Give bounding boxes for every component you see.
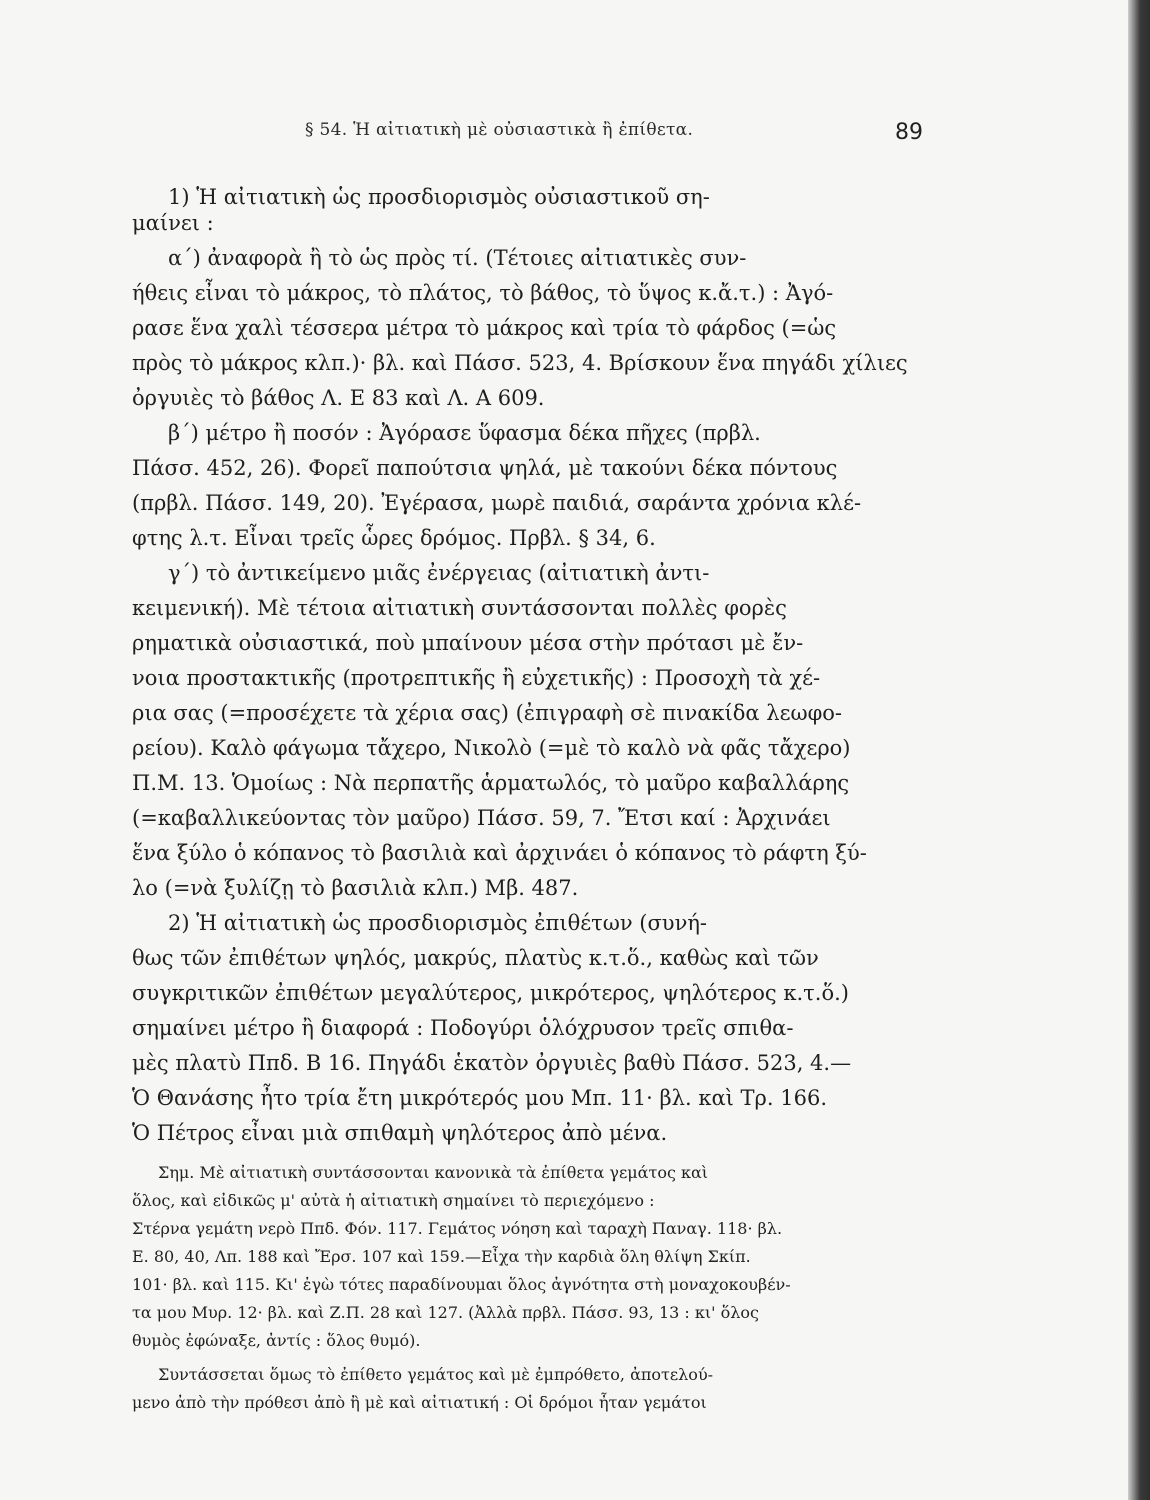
body-line: Π.Μ. 13. Ὁμοίως : Νὰ περπατῆς ἁρματωλός, τὸ μαῦρο καβαλλάρης xyxy=(132,771,850,795)
body-line: ρηματικὰ οὐσιαστικά, ποὺ μπαίνουν μέσα στὴν πρότασι μὲ ἔν- xyxy=(132,631,804,655)
note-line: τα μου Μυρ. 12· βλ. καὶ Ζ.Π. 28 καὶ 127. (Ἀλλὰ πρβλ. Πάσσ. 93, 13 : κι' ὅλος xyxy=(132,1303,759,1322)
body-line: συγκριτικῶν ἐπιθέτων μεγαλύτερος, μικρότερος, ψηλότερος κ.τ.ὅ.) xyxy=(132,981,849,1005)
body-line: θως τῶν ἐπιθέτων ψηλός, μακρύς, πλατὺς κ.τ.ὅ., καθὼς καὶ τῶν xyxy=(132,946,819,970)
body-line: ήθεις εἶναι τὸ μάκρος, τὸ πλάτος, τὸ βάθος, τὸ ὕψος κ.ἄ.τ.) : Ἀγό- xyxy=(132,281,834,305)
body-line: α΄) ἀναφορὰ ἢ τὸ ὡς πρὸς τί. (Τέτοιες αἰτιατικὲς συν- xyxy=(168,246,747,270)
body-line: φτης λ.τ. Εἶναι τρεῖς ὧρες δρόμος. Πρβλ. § 34, 6. xyxy=(132,526,656,550)
body-line: νοια προστακτικῆς (προτρεπτικῆς ἢ εὐχετικῆς) : Προσοχὴ τὰ χέ- xyxy=(132,666,821,690)
body-line: Ὁ Πέτρος εἶναι μιὰ σπιθαμὴ ψηλότερος ἀπὸ μένα. xyxy=(132,1121,668,1145)
body-line: γ΄) τὸ ἀντικείμενο μιᾶς ἐνέργειας (αἰτιατικὴ ἀντι- xyxy=(168,561,710,585)
body-line: λο (=νὰ ξυλίζῃ τὸ βασιλιὰ κλπ.) Μβ. 487. xyxy=(132,876,579,900)
body-line: Πάσσ. 452, 26). Φορεῖ παπούτσια ψηλά, μὲ τακούνι δέκα πόντους xyxy=(132,456,838,480)
scanner-background-edge xyxy=(1128,0,1150,1500)
body-line: μαίνει : xyxy=(132,211,214,235)
body-line: ρια σας (=προσέχετε τὰ χέρια σας) (ἐπιγραφὴ σὲ πινακίδα λεωφο- xyxy=(132,701,843,725)
body-line: 2) Ἡ αἰτιατικὴ ὡς προσδιορισμὸς ἐπιθέτων (συνή- xyxy=(168,911,708,935)
body-line: ρασε ἕνα χαλὶ τέσσερα μέτρα τὸ μάκρος καὶ τρία τὸ φάρδος (=ὡς xyxy=(132,316,837,340)
note-line: μενο ἀπὸ τὴν πρόθεσι ἀπὸ ἢ μὲ καὶ αἰτιατική : Οἱ δρόμοι ἦταν γεμάτοι xyxy=(132,1393,707,1412)
body-line: σημαίνει μέτρο ἢ διαφορά : Ποδογύρι ὁλόχρυσον τρεῖς σπιθα- xyxy=(132,1016,794,1040)
note-line: Ε. 80, 40, Λπ. 188 καὶ Ἔρσ. 107 καὶ 159.—Εἶχα τὴν καρδιὰ ὅλη θλίψη Σκίπ. xyxy=(132,1247,751,1266)
body-line: ρείου). Καλὸ φάγωμα τἄχερο, Νικολὸ (=μὲ τὸ καλὸ νὰ φᾶς τἄχερο) xyxy=(132,736,851,760)
body-line: (=καβαλλικεύοντας τὸν μαῦρο) Πάσσ. 59, 7. Ἔτσι καί : Ἀρχινάει xyxy=(132,806,831,830)
note-line: θυμὸς ἐφώναξε, ἀντίς : ὅλος θυμό). xyxy=(132,1331,421,1350)
note-line: Σημ. Μὲ αἰτιατικὴ συντάσσονται κανονικὰ τὰ ἐπίθετα γεμάτος καὶ xyxy=(158,1163,709,1182)
body-line: (πρβλ. Πάσσ. 149, 20). Ἐγέρασα, μωρὲ παιδιά, σαράντα χρόνια κλέ- xyxy=(132,491,862,515)
body-line: Ὁ Θανάσης ἦτο τρία ἔτη μικρότερός μου Μπ. 11· βλ. καὶ Τρ. 166. xyxy=(132,1086,827,1110)
note-line: ὅλος, καὶ εἰδικῶς μ' αὐτὰ ἡ αἰτιατικὴ σημαίνει τὸ περιεχόμενο : xyxy=(132,1191,655,1210)
body-line: ὀργυιὲς τὸ βάθος Λ. Ε 83 καὶ Λ. Α 609. xyxy=(132,386,545,410)
running-header: § 54. Ἡ αἰτιατικὴ μὲ οὐσιαστικὰ ἢ ἐπίθετα. xyxy=(305,120,694,140)
note-line: Συντάσσεται ὅμως τὸ ἐπίθετο γεμάτος καὶ μὲ ἐμπρόθετο, ἀποτελού- xyxy=(158,1365,714,1384)
note-line: 101· βλ. καὶ 115. Κι' ἐγὼ τότες παραδίνουμαι ὅλος ἀγνότητα στὴ μοναχοκουβέν- xyxy=(132,1275,791,1294)
body-line: β΄) μέτρο ἢ ποσόν : Ἀγόρασε ὕφασμα δέκα πῆχες (πρβλ. xyxy=(168,421,761,445)
body-line: κειμενική). Μὲ τέτοια αἰτιατικὴ συντάσσονται πολλὲς φορὲς xyxy=(132,596,787,620)
note-line: Στέρνα γεμάτη νερὸ Ππδ. Φόν. 117. Γεμάτος νόηση καὶ ταραχὴ Παναγ. 118· βλ. xyxy=(132,1219,783,1238)
body-line: πρὸς τὸ μάκρος κλπ.)· βλ. καὶ Πάσσ. 523, 4. Βρίσκουν ἕνα πηγάδι χίλιες xyxy=(132,351,908,375)
body-line: ἕνα ξύλο ὁ κόπανος τὸ βασιλιὰ καὶ ἀρχινάει ὁ κόπανος τὸ ράφτη ξύ- xyxy=(132,841,867,865)
page-number: 89 xyxy=(895,120,923,145)
body-line: μὲς πλατὺ Ππδ. Β 16. Πηγάδι ἑκατὸν ὀργυιὲς βαθὺ Πάσσ. 523, 4.— xyxy=(132,1051,852,1075)
body-line: 1) Ἡ αἰτιατικὴ ὡς προσδιορισμὸς οὐσιαστικοῦ ση- xyxy=(168,185,710,209)
